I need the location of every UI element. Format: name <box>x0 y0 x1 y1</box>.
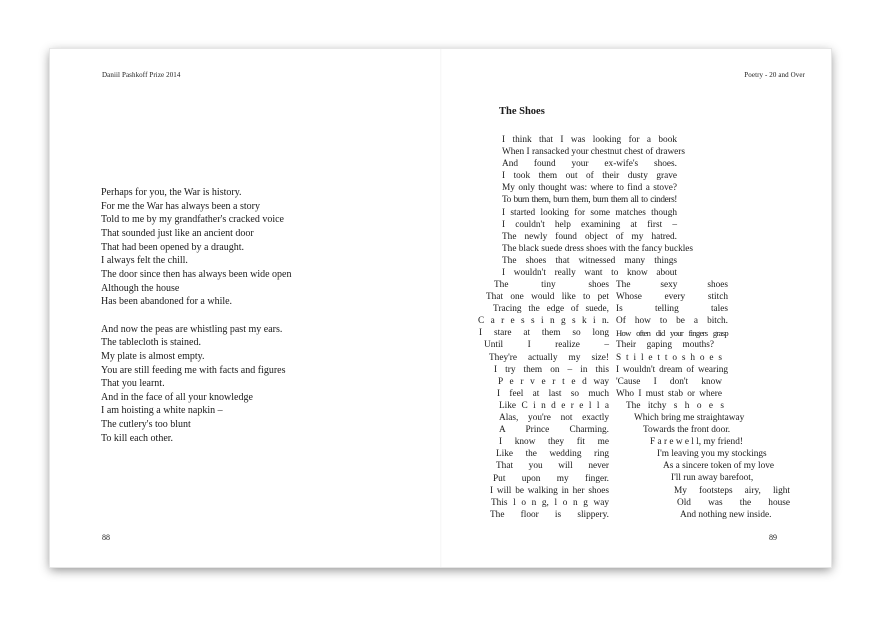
stanza-1 <box>101 186 341 309</box>
poem-line: And nothing new inside. <box>680 509 772 520</box>
shoes-right-column-bottom <box>616 412 796 521</box>
poem-line: Like the wedding ring <box>496 449 609 460</box>
poem-line: 'Cause I don't know <box>616 376 722 387</box>
poem-line: Old was the house <box>677 497 790 508</box>
poem-line: I stare at them so long <box>479 328 609 339</box>
poem-line: Which bring me straightaway <box>634 413 745 423</box>
poem-line: I know they fit me <box>499 437 609 448</box>
poem-line: Until I realize – <box>484 340 609 351</box>
poem-line: I think that I was looking for a book <box>502 135 677 145</box>
poem-line: Is telling tales <box>616 304 728 315</box>
poem-line: The door since then has always been wide open <box>101 268 292 280</box>
poem-line: You are still feeding me with facts and figures <box>101 364 286 376</box>
poem-line: I wouldn't dream of wearing <box>616 364 728 375</box>
poem-line: Whose every stitch <box>616 292 728 303</box>
poem-line: The cutlery's too blunt <box>101 419 191 431</box>
poem-line: The sexy shoes <box>616 280 728 290</box>
poem-line: This l o n g, l o n g way <box>491 497 609 508</box>
poem-line: I feel at last so much <box>497 388 609 399</box>
poem-line: Like C i n d e r e l l a <box>499 400 609 411</box>
poem-line: I'll run away barefoot, <box>671 473 754 484</box>
poem-line: A Prince Charming. <box>499 425 609 436</box>
poem-line: And found your ex-wife's shoes. <box>502 159 677 170</box>
poem-line: Although the house <box>101 282 180 294</box>
poem-line: When I ransacked your chestnut chest of drawers <box>502 147 686 158</box>
poem-line: That sounded just like an ancient door <box>101 227 254 239</box>
poem-line: To kill each other. <box>101 432 174 444</box>
running-head-left: Daniil Pashkoff Prize 2014 <box>102 71 181 79</box>
shoes-left-column <box>478 279 609 521</box>
poem-line: I couldn't help examining at first – <box>502 219 677 230</box>
poem-line: I will be walking in her shoes <box>490 485 609 496</box>
poem-line: Tracing the edge of suede, <box>493 304 609 315</box>
poem-line: That had been opened by a draught. <box>101 241 245 253</box>
poem-line: I started looking for some matches though <box>502 207 677 218</box>
stanza-2 <box>101 323 341 446</box>
shoes-top-block <box>502 134 694 279</box>
poem-line: I wouldn't really want to know about <box>502 268 677 279</box>
poem-line: The tiny shoes <box>494 280 609 290</box>
poem-line: The black suede dress shoes with the fancy buckles <box>502 243 694 254</box>
poem-line: F a r e w e l l, my friend! <box>650 437 743 448</box>
poem-line: They're actually my size! <box>489 352 609 363</box>
poem-line: To burn them, burn them, burn them all to cinders! <box>502 195 677 206</box>
poem-line: S t i l e t t o s h o e s <box>616 352 722 363</box>
poem-line: And in the face of all your knowledge <box>101 391 253 403</box>
poem-line: My only thought was: where to find a stove? <box>502 183 677 194</box>
poem-line: P e r v e r t e d way <box>498 376 609 387</box>
poem-line: How often did your fingers grasp <box>616 328 728 339</box>
book-spread <box>50 49 831 567</box>
poem-line: Alas, you're not exactly <box>499 413 609 424</box>
page-number-right: 89 <box>769 533 777 542</box>
poem-line: That you learnt. <box>101 378 165 390</box>
poem-line: My footsteps airy, light <box>674 485 790 496</box>
shoes-right-column <box>616 279 728 412</box>
poem-line: I'm leaving you my stockings <box>657 449 767 460</box>
poem-line: The shoes that witnessed many things <box>502 255 677 266</box>
poem-line: Put upon my finger. <box>493 473 609 484</box>
running-head-right: Poetry - 20 and Over <box>744 71 805 79</box>
poem-line: Told to me by my grandfather's cracked voice <box>101 214 284 226</box>
poem-line: The tablecloth is stained. <box>101 337 201 349</box>
poem-line: The floor is slippery. <box>490 509 609 520</box>
poem-line: Towards the front door. <box>643 425 731 436</box>
poem-line: Of how to be a bitch. <box>616 316 728 327</box>
poem-line: I always felt the chill. <box>101 255 188 267</box>
page-number-left: 88 <box>102 533 110 542</box>
poem-line: The itchy s h o e s <box>626 400 724 411</box>
poem-line: As a sincere token of my love <box>663 461 775 472</box>
poem-line: Has been abandoned for a while. <box>101 296 233 308</box>
poem-line: C a r e s s i n g s k i n. <box>478 316 609 327</box>
poem-line: And now the peas are whistling past my ears. <box>101 323 283 335</box>
poem-line: I took them out of their dusty grave <box>502 171 677 182</box>
left-poem <box>101 186 341 445</box>
poem-line: I am hoisting a white napkin – <box>101 405 223 417</box>
poem-line: The newly found object of my hatred. <box>502 231 677 242</box>
poem-line: For me the War has always been a story <box>101 200 260 212</box>
poem-line: That you will never <box>496 461 609 472</box>
gutter-shadow <box>440 49 442 567</box>
poem-line: Who I must stab or where <box>616 388 722 399</box>
poem-title: The Shoes <box>499 106 545 117</box>
poem-line: Their gaping mouths? <box>616 340 714 351</box>
poem-line: Perhaps for you, the War is history. <box>101 187 242 198</box>
poem-line: That one would like to pet <box>486 292 609 303</box>
poem-line: My plate is almost empty. <box>101 350 205 362</box>
poem-line: I try them on – in this <box>494 364 609 375</box>
